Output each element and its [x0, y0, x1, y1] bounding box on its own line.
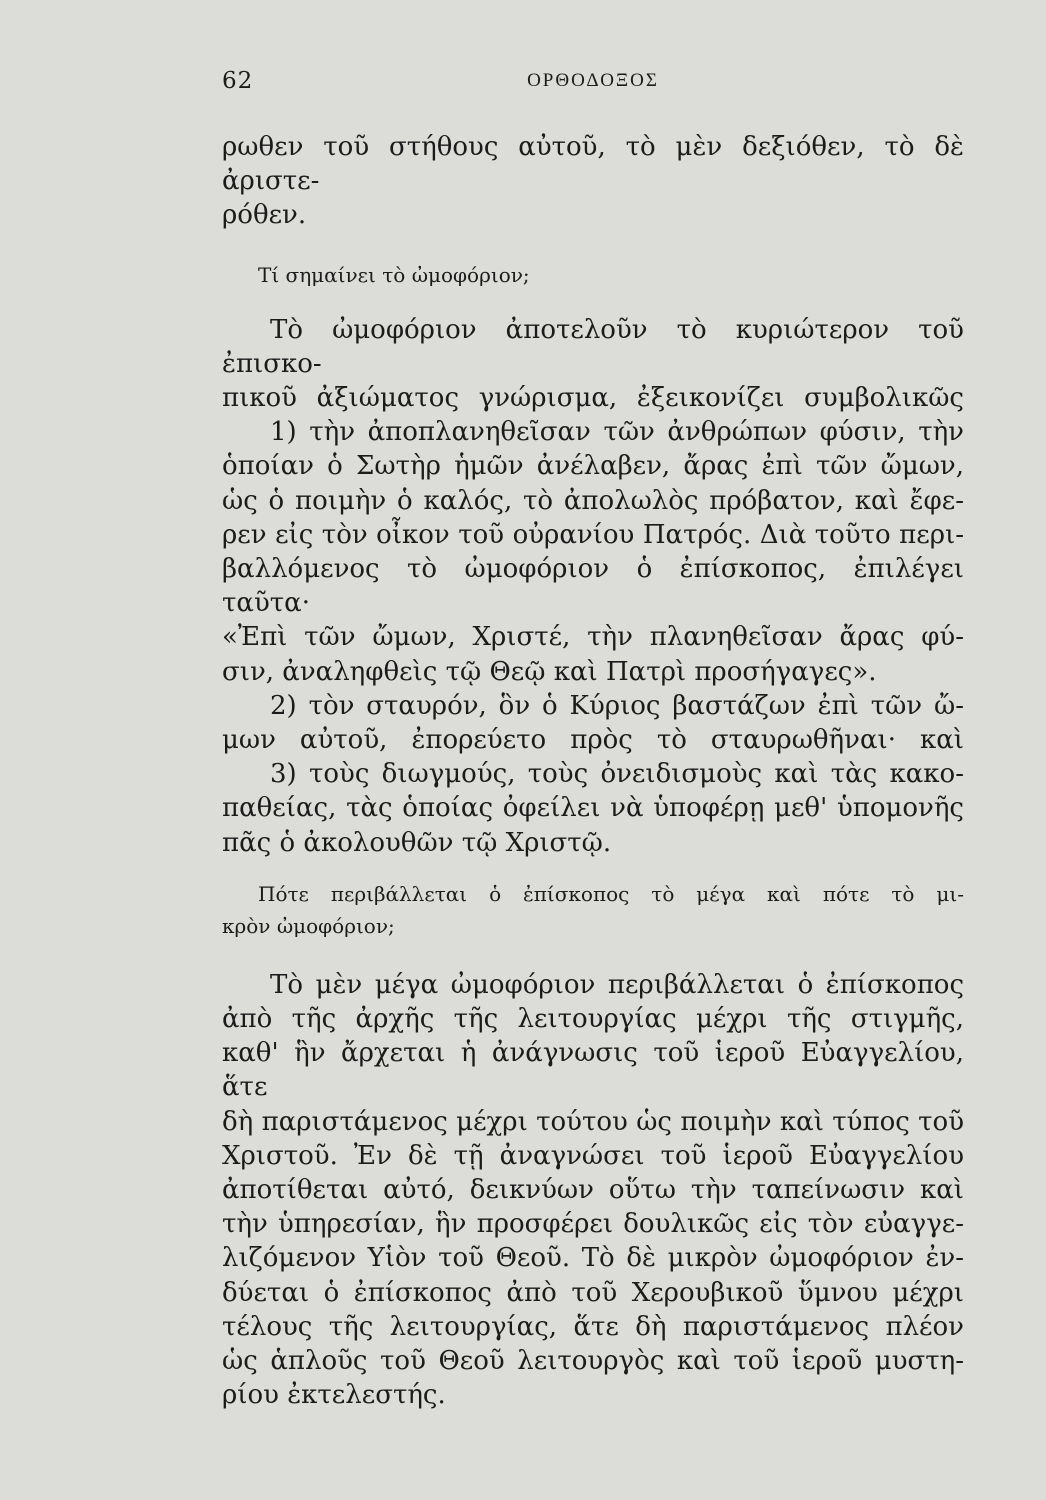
text-line: 1) τὴν ἀποπλανηθεῖσαν τῶν ἀνθρώπων φύσιν, τὴν [270, 417, 964, 448]
text-line: ρόθεν. [222, 200, 307, 231]
text-line: ρωθεν τοῦ στήθους αὐτοῦ, τὸ μὲν δεξιόθεν, τὸ δὲ ἀριστε- [222, 132, 964, 197]
text-line: Τὸ ὠμοφόριον ἀποτελοῦν τὸ κυριώτερον τοῦ ἐπισκο- [222, 314, 964, 379]
answer-paragraph [222, 313, 964, 860]
answer-paragraph [222, 968, 964, 1413]
text-line: Τὸ μὲν μέγα ὠμοφόριον περιβάλλεται ὁ ἐπίσκοπος [270, 969, 964, 1000]
text-line: σιν, ἀναληφθεὶς τῷ Θεῷ καὶ Πατρὶ προσήγαγες». [222, 656, 877, 687]
text-line: ρεν εἰς τὸν οἶκον τοῦ οὐρανίου Πατρός. Διὰ τοῦτο περι- [222, 519, 964, 550]
question-heading [222, 878, 964, 942]
continuation-paragraph [222, 130, 964, 233]
text-line: τέλους τῆς λειτουργίας, ἅτε δὴ παριστάμενος πλέον [222, 1311, 964, 1342]
text-line: ἀπὸ τῆς ἀρχῆς τῆς λειτουργίας μέχρι τῆς στιγμῆς, [222, 1004, 964, 1035]
page-number: 62 [222, 68, 254, 94]
text-line: λιζόμενον Υἱὸν τοῦ Θεοῦ. Τὸ δὲ μικρὸν ὠμοφόριον ἐν- [222, 1243, 964, 1274]
question-line: κρὸν ὠμοφόριον; [222, 913, 395, 938]
text-line: ὁποίαν ὁ Σωτὴρ ἡμῶν ἀνέλαβεν, ἄρας ἐπὶ τῶν ὤμων, [222, 451, 964, 482]
page-body [222, 130, 964, 1413]
text-line: δὴ παριστάμενος μέχρι τούτου ὡς ποιμὴν καὶ τύπος τοῦ [222, 1106, 964, 1137]
text-line: Χριστοῦ. Ἐν δὲ τῇ ἀναγνώσει τοῦ ἱεροῦ Εὐαγγελίου [222, 1140, 964, 1171]
text-line: «Ἐπὶ τῶν ὤμων, Χριστέ, τὴν πλανηθεῖσαν ἄρας φύ- [222, 622, 964, 653]
text-line: ὡς ἁπλοῦς τοῦ Θεοῦ λειτουργὸς καὶ τοῦ ἱεροῦ μυστη- [222, 1346, 964, 1377]
text-line: μων αὐτοῦ, ἐπορεύετο πρὸς τὸ σταυρωθῆναι· καὶ [222, 725, 964, 756]
text-line: ὡς ὁ ποιμὴν ὁ καλός, τὸ ἀπολωλὸς πρόβατον, καὶ ἔφε- [222, 485, 964, 516]
question-line: Πότε περιβάλλεται ὁ ἐπίσκοπος τὸ μέγα καὶ πότε τὸ μι- [258, 881, 964, 906]
running-title: ΟΡΘΟΔΟΞΟΣ [527, 70, 659, 91]
question-heading: Τί σημαίνει τὸ ὠμοφόριον; [258, 262, 530, 287]
text-line: ρίου ἐκτελεστής. [222, 1380, 446, 1411]
page-header [222, 68, 964, 100]
text-line: πᾶς ὁ ἀκολουθῶν τῷ Χριστῷ. [222, 827, 612, 858]
text-line: 3) τοὺς διωγμούς, τοὺς ὀνειδισμοὺς καὶ τὰς κακο- [270, 759, 964, 790]
text-line: παθείας, τὰς ὁποίας ὀφείλει νὰ ὑποφέρῃ μεθ' ὑπομονῆς [222, 793, 964, 824]
text-line: ἀποτίθεται αὐτό, δεικνύων οὕτω τὴν ταπείνωσιν καὶ [222, 1175, 964, 1206]
text-line: καθ' ἣν ἄρχεται ἡ ἀνάγνωσις τοῦ ἱεροῦ Εὐαγγελίου, ἅτε [222, 1038, 964, 1103]
text-line: δύεται ὁ ἐπίσκοπος ἀπὸ τοῦ Χερουβικοῦ ὕμνου μέχρι [222, 1277, 964, 1308]
text-line: τὴν ὑπηρεσίαν, ἣν προσφέρει δουλικῶς εἰς τὸν εὐαγγε- [222, 1209, 964, 1240]
text-line: πικοῦ ἀξιώματος γνώρισμα, ἐξεικονίζει συμβολικῶς [222, 383, 964, 414]
text-line: 2) τὸν σταυρόν, ὃν ὁ Κύριος βαστάζων ἐπὶ τῶν ὤ- [270, 690, 964, 721]
text-line: βαλλόμενος τὸ ὠμοφόριον ὁ ἐπίσκοπος, ἐπιλέγει ταῦτα· [222, 554, 964, 619]
